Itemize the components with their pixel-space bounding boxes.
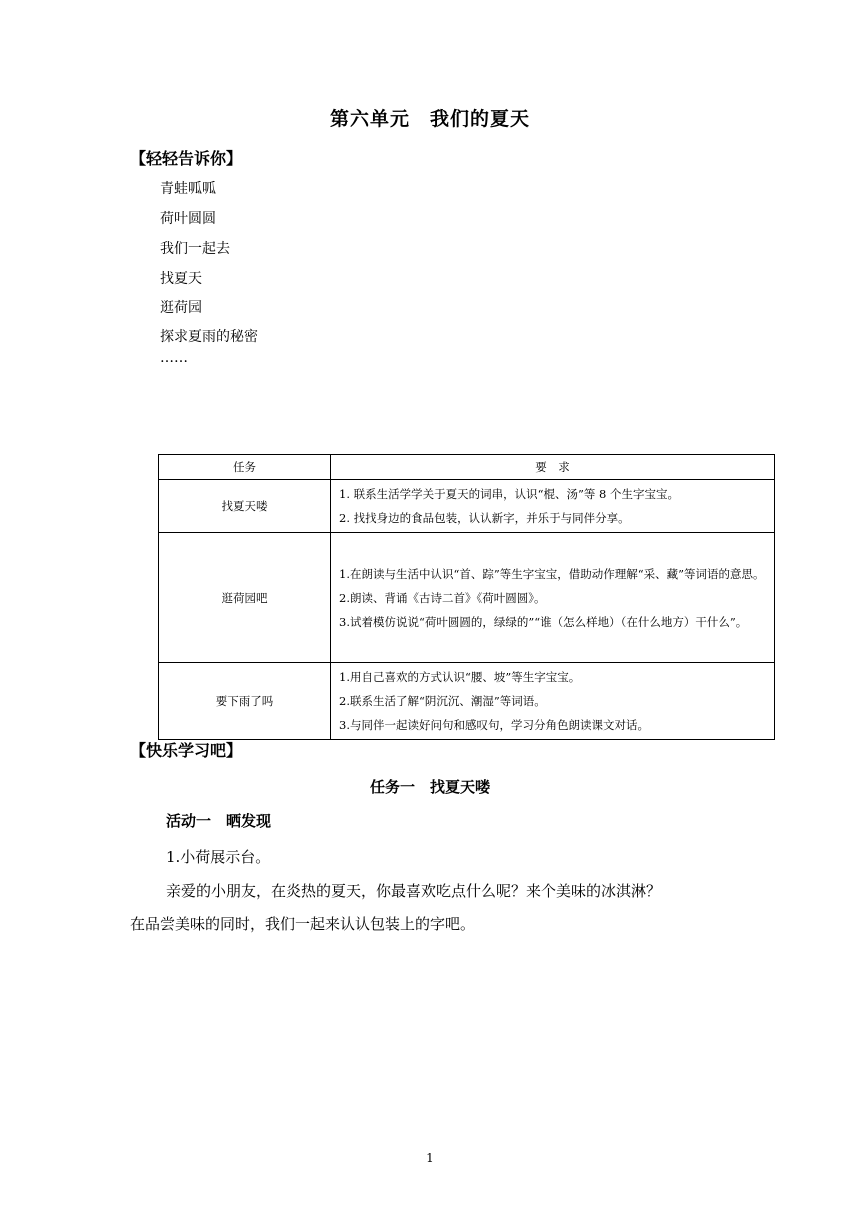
task-requirements	[331, 533, 775, 663]
poem-line: 逛荷园	[160, 300, 202, 316]
task-name: 逛荷园吧	[159, 533, 331, 663]
header-task: 任务	[159, 455, 331, 480]
requirement-line: 3.试着模仿说说“荷叶圆圆的，绿绿的”“谁（怎么样地）（在什么地方）干什么”。	[339, 614, 748, 629]
poem-line: 我们一起去	[160, 241, 230, 257]
page-number: 1	[426, 1151, 434, 1165]
task-requirements	[331, 663, 775, 740]
requirement-line: 2.联系生活了解“阴沉沉、潮湿”等词语。	[339, 694, 546, 708]
poem-line: 探求夏雨的秘密	[160, 329, 258, 345]
task-name: 找夏天喽	[159, 480, 331, 533]
poem-line: 找夏天	[160, 271, 202, 287]
poem-line: ……	[160, 350, 188, 366]
item-heading: 1.小荷展示台。	[166, 848, 271, 866]
paragraph-line: 在品尝美味的同时，我们一起来认认包装上的字吧。	[130, 915, 476, 933]
requirement-line: 2.朗读、背诵《古诗二首》《荷叶圆圆》。	[339, 590, 546, 605]
requirement-line: 2. 找找身边的食品包装，认认新字，并乐于与同伴分享。	[339, 511, 630, 525]
header-requirements: 要 求	[331, 455, 775, 480]
section-heading-tell-you: 【轻轻告诉你】	[130, 149, 243, 168]
table-header-row	[159, 455, 775, 480]
table-row	[159, 533, 775, 663]
poem-line: 青蛙呱呱	[160, 181, 216, 197]
poem-line: 荷叶圆圆	[160, 211, 216, 227]
requirement-line: 1. 联系生活学学关于夏天的词串，认识“棍、汤”等 8 个生字宝宝。	[339, 487, 680, 501]
task-requirements	[331, 480, 775, 533]
task-name: 要下雨了吗	[159, 663, 331, 740]
requirement-line: 1.在朗读与生活中认识“首、踪”等生字宝宝，借助动作理解“采、藏”等词语的意思。	[339, 566, 765, 581]
table-row	[159, 480, 775, 533]
task-table	[158, 454, 775, 740]
requirement-line: 1.用自己喜欢的方式认识“腰、坡”等生字宝宝。	[339, 670, 581, 684]
table-row	[159, 663, 775, 740]
requirement-line: 3.与同伴一起读好问句和感叹句，学习分角色朗读课文对话。	[339, 718, 649, 732]
activity-title: 活动一 晒发现	[166, 812, 272, 830]
paragraph-line: 亲爱的小朋友，在炎热的夏天，你最喜欢吃点什么呢？来个美味的冰淇淋？	[166, 882, 662, 900]
page-title: 第六单元 我们的夏天	[329, 108, 530, 130]
task-title: 任务一 找夏天喽	[369, 778, 490, 796]
section-heading-happy-learning: 【快乐学习吧】	[130, 741, 243, 760]
